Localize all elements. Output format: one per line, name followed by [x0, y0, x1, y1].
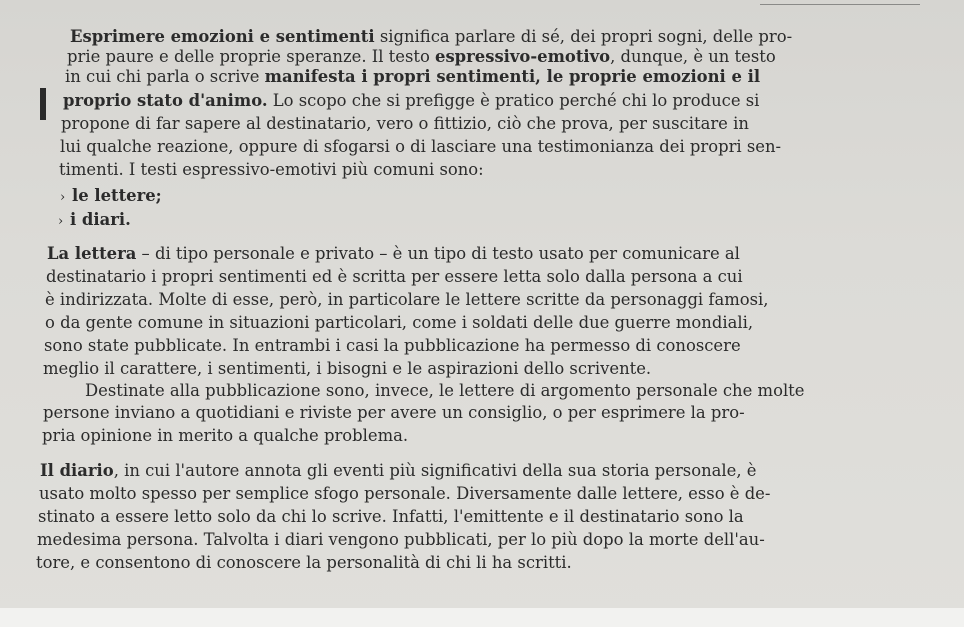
p3-line-5: tore, e consentono di conoscere la personalità di chi li ha scritti.: [36, 553, 572, 572]
p2-line-7: Destinate alla pubblicazione sono, invece, le lettere di argomento personale che molte: [85, 381, 805, 400]
p2-line-6: meglio il carattere, i sentimenti, i bisogni e le aspirazioni dello scrivente.: [43, 359, 652, 378]
top-rule: [760, 4, 920, 5]
p1-line-1: Esprimere emozioni e sentimenti significa parlare di sé, dei propri sogni, delle pro-: [70, 27, 793, 46]
p2-line-5: sono state pubblicate. In entrambi i casi la pubblicazione ha permesso di conoscere: [44, 336, 741, 355]
p3-line-2: usato molto spesso per semplice sfogo personale. Diversamente dalle lettere, esso è de-: [39, 484, 771, 503]
p2-line-8: persone inviano a quotidiani e riviste per avere un consiglio, o per esprimere la pro-: [43, 403, 745, 422]
p2-line-4: o da gente comune in situazioni particolari, come i soldati delle due guerre mondiali,: [45, 313, 754, 332]
p1-line-3: in cui chi parla o scrive manifesta i propri sentimenti, le proprie emozioni e il: [65, 67, 761, 86]
p1-line-6: lui qualche reazione, oppure di sfogarsi o di lasciare una testimonianza dei propri sen-: [60, 137, 782, 156]
p3-line-4: medesima persona. Talvolta i diari vengono pubblicati, per lo più dopo la morte dell'au-: [37, 530, 765, 549]
list-item: › i diari.: [58, 210, 131, 229]
p2-line-9: pria opinione in merito a qualche problema.: [42, 426, 409, 445]
p2-line-2: destinatario i propri sentimenti ed è scritta per essere letta solo dalla persona a cui: [46, 267, 743, 286]
p3-line-1: Il diario, in cui l'autore annota gli eventi più significativi della sua storia personale, è: [40, 461, 757, 480]
bullet-icon: ›: [60, 190, 66, 205]
p3-line-3: stinato a essere letto solo da chi lo scrive. Infatti, l'emittente e il destinatario sono la: [38, 507, 744, 526]
bullet-icon: ›: [58, 214, 64, 229]
p1-line-2: prie paure e delle proprie speranze. Il testo espressivo-emotivo, dunque, è un testo: [67, 47, 776, 66]
p1-line-5: propone di far sapere al destinatario, vero o fittizio, ciò che prova, per suscitare in: [61, 114, 749, 133]
margin-bar: [40, 88, 46, 120]
page-edge: [0, 608, 964, 627]
p1-line-4: proprio stato d'animo. Lo scopo che si prefigge è pratico perché chi lo produce si: [63, 91, 760, 110]
p1-line-7: timenti. I testi espressivo-emotivi più comuni sono:: [59, 160, 484, 179]
list-item: › le lettere;: [60, 186, 162, 205]
p2-line-3: è indirizzata. Molte di esse, però, in particolare le lettere scritte da personaggi famosi,: [45, 290, 769, 309]
p2-line-1: La lettera – di tipo personale e privato – è un tipo di testo usato per comunicare al: [47, 244, 740, 263]
